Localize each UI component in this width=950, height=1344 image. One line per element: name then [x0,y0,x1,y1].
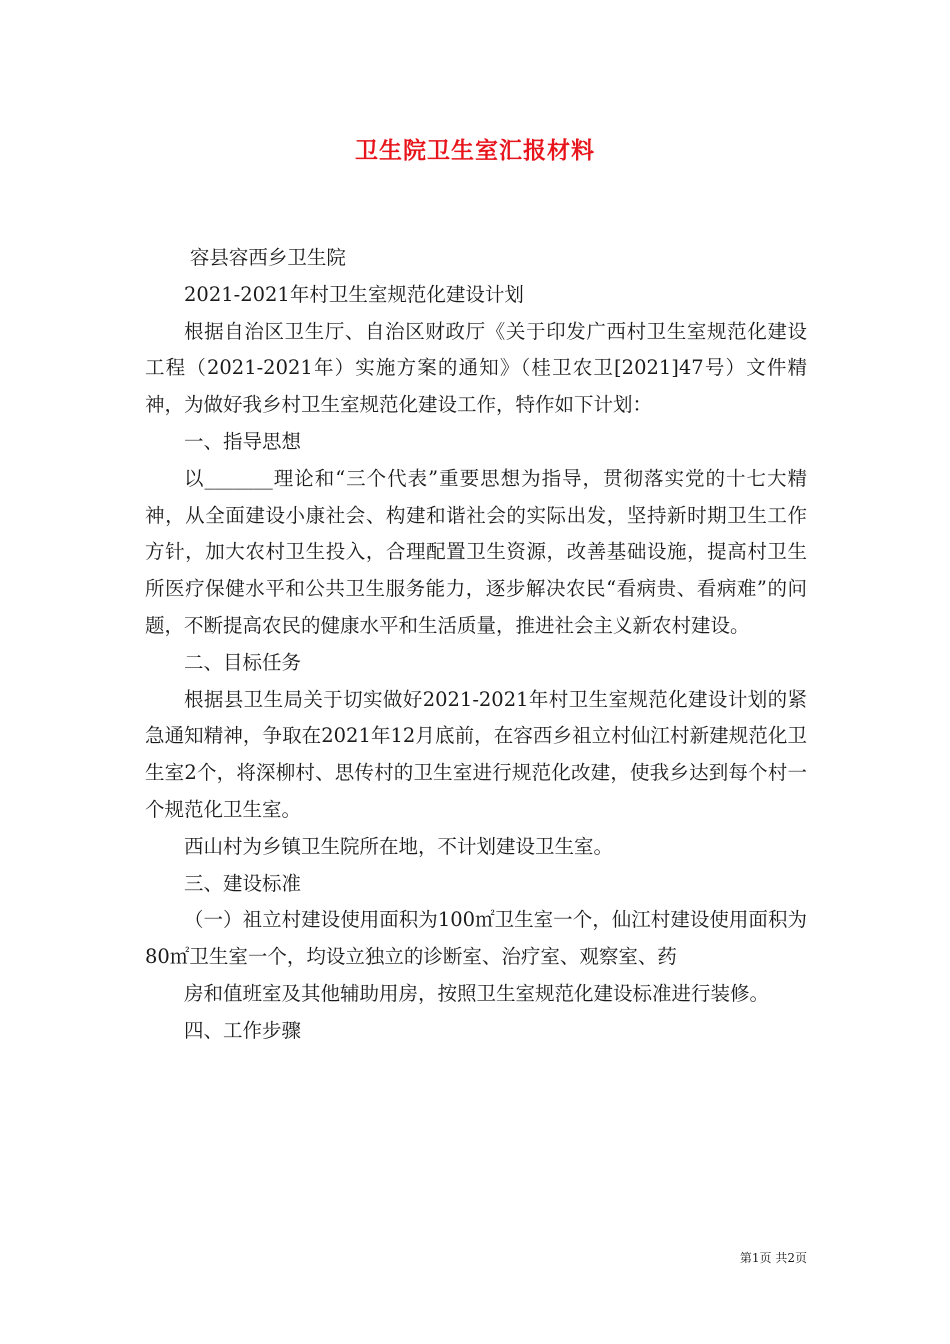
section-heading-guiding-ideology: 一、指导思想 [184,429,302,453]
document-title: 卫生院卫生室汇报材料 [355,137,595,164]
standards-paragraph-2: 房和值班室及其他辅助用房，按照卫生室规范化建设标准进行装修。 [184,981,770,1005]
document-body [145,240,807,1050]
section-heading-steps: 四、工作步骤 [184,1018,302,1042]
organization-name: 容县容西乡卫生院 [189,246,346,269]
plan-title: 2021-2021年村卫生室规范化建设计划 [184,282,524,306]
guiding-ideology-paragraph: 以_______理论和“三个代表”重要思想为指导，贯彻落实党的十七大精神，从全面建设小康社会、构建和谐社会的实际出发，坚持新时期卫生工作方针，加大农村卫生投入，合理配置卫生资源，改善基础设施，提高村卫生所医疗保健水平和公共卫生服务能力，逐步解决农民“看病贵、看病难”的问题，不断提高农民的健康水平和生活质量，推进社会主义新农村建设。 [145,466,807,637]
goals-paragraph: 根据县卫生局关于切实做好2021-2021年村卫生室规范化建设计划的紧急通知精神，争取在2021年12月底前，在容西乡祖立村仙江村新建规范化卫生室2个，将深柳村、思传村的卫生室进行规范化改建，使我乡达到每个村一个规范化卫生室。 [145,687,807,821]
section-heading-goals: 二、目标任务 [184,650,302,674]
standards-paragraph-1: （一）祖立村建设使用面积为100㎡卫生室一个，仙江村建设使用面积为80㎡卫生室一个，均设立独立的诊断室、治疗室、观察室、药 [145,908,807,969]
section-heading-standards: 三、建设标准 [184,871,302,895]
intro-paragraph: 根据自治区卫生厅、自治区财政厅《关于印发广西村卫生室规范化建设工程（2021-2021年）实施方案的通知》（桂卫农卫[2021]47号）文件精神，为做好我乡村卫生室规范化建设工作，特作如下计划： [145,319,807,417]
xishan-paragraph: 西山村为乡镇卫生院所在地，不计划建设卫生室。 [184,834,614,858]
page-footer: 第1页 共2页 [739,1251,807,1265]
